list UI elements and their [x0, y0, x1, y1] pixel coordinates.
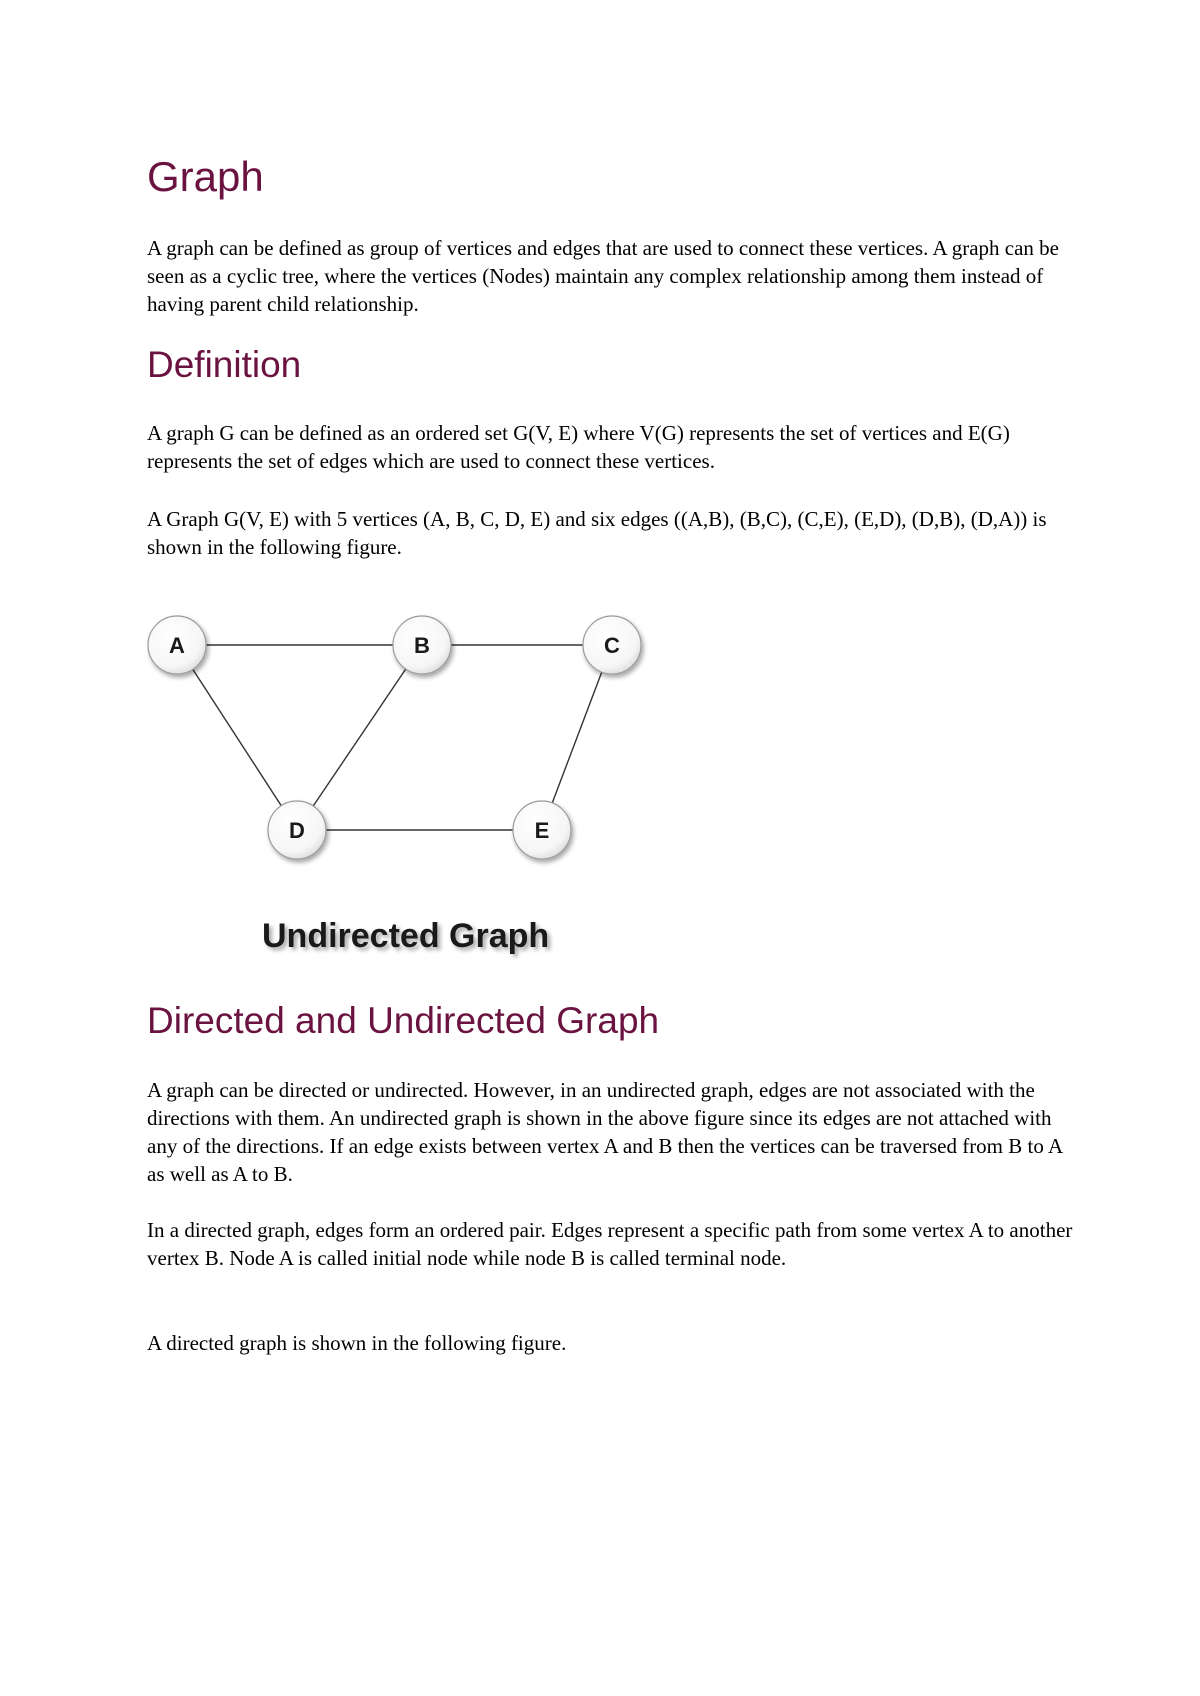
node-e: [513, 801, 571, 859]
paragraph-directed-1: A graph can be directed or undirected. However, in an undirected graph, edges are not associated with the directions with them. An undirected graph is shown in the above figure since its edges are not attached with any of the directions. If an edge exists between vertex A and B then the vertices can be traversed from B to A as well as A to B.: [147, 1078, 1062, 1186]
edge-c-e: [542, 645, 612, 830]
edge-d-b: [297, 645, 422, 830]
paragraph-definition-1: A graph G can be defined as an ordered set G(V, E) where V(G) represents the set of vertices and E(G) represents the set of edges which are used to connect these vertices.: [147, 421, 1010, 473]
heading-graph: Graph: [147, 153, 264, 200]
node-label: A: [169, 633, 185, 658]
node-d: [268, 801, 326, 859]
paragraph-directed-2: In a directed graph, edges form an ordered pair. Edges represent a specific path from some vertex A to another vertex B. Node A is called initial node while node B is called terminal node.: [147, 1218, 1073, 1270]
paragraph-graph-intro: A graph can be defined as group of vertices and edges that are used to connect these vertices. A graph can be seen as a cyclic tree, where the vertices (Nodes) maintain any complex relationship among them instead of having parent child relationship.: [147, 236, 1059, 316]
graph-nodes: [148, 616, 641, 859]
figure-caption: Undirected Graph: [262, 917, 550, 955]
node-label: E: [534, 818, 550, 843]
edge-d-a: [177, 645, 297, 830]
paragraph-definition-2: A Graph G(V, E) with 5 vertices (A, B, C, D, E) and six edges ((A,B), (B,C), (C,E), (E,D), (D,B), (D,A)) is shown in the following figure.: [147, 507, 1047, 559]
graph-diagram: [147, 605, 667, 905]
heading-directed-undirected: Directed and Undirected Graph: [147, 1000, 660, 1041]
node-a: [148, 616, 206, 674]
paragraph-directed-3: A directed graph is shown in the following figure.: [147, 1331, 567, 1355]
node-label: B: [414, 633, 430, 658]
heading-definition: Definition: [147, 344, 302, 385]
node-label: D: [289, 818, 305, 843]
node-c: [583, 616, 641, 674]
undirected-graph-figure: [147, 605, 667, 965]
node-b: [393, 616, 451, 674]
node-label: C: [604, 633, 620, 658]
